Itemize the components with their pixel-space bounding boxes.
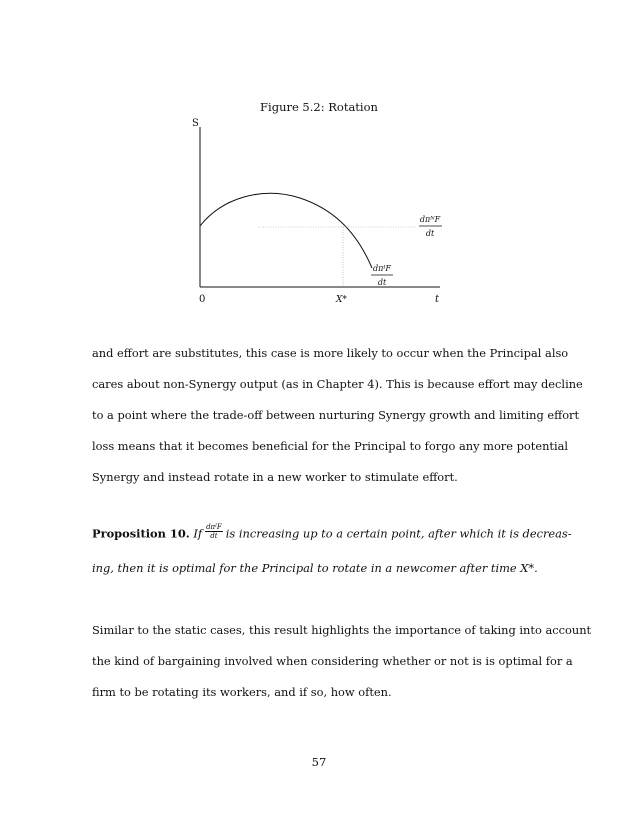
text-line: firm to be rotating its workers, and if so, how often. <box>92 685 392 699</box>
proposition-line-2: ing, then it is optimal for the Principal to rotate in a newcomer after time X*. <box>92 561 538 575</box>
paragraph-rotation-explanation <box>92 338 583 493</box>
text-line: and effort are substitutes, this case is more likely to occur when the Principal also <box>92 346 569 360</box>
upper-curve-label-denominator: dt <box>425 229 435 238</box>
rotation-figure <box>0 0 638 320</box>
proposition-fraction <box>205 523 223 540</box>
lower-curve-label-numerator: dπᴵF <box>373 264 391 273</box>
y-axis-label: S <box>192 118 199 129</box>
origin-label: 0 <box>199 294 206 305</box>
text-line: Similar to the static cases, this result highlights the importance of taking into account <box>92 623 592 637</box>
fraction-denominator: dt <box>210 532 218 540</box>
text-line: to a point where the trade-off between nurturing Synergy growth and limiting effort <box>92 408 580 422</box>
proposition-line-1 <box>92 523 572 543</box>
text-line: loss means that it becomes beneficial for the Principal to forgo any more potential <box>92 439 569 453</box>
text-line: Synergy and instead rotate in a new worker to stimulate effort. <box>92 470 458 484</box>
proposition-if: If <box>193 526 203 541</box>
proposition-line-1-text: is increasing up to a certain point, after which it is decreas- <box>225 526 572 541</box>
page-number: 57 <box>311 755 327 769</box>
proposition-label: Proposition 10. <box>92 526 190 541</box>
upper-curve-label-numerator: dπᴺF <box>419 215 441 224</box>
paragraph-conclusion <box>92 615 592 708</box>
lower-curve-label-denominator: dt <box>377 278 387 287</box>
text-line: the kind of bargaining involved when considering whether or not is is optimal for a <box>92 654 573 668</box>
text-line: cares about non-Synergy output (as in Chapter 4). This is because effort may decline <box>92 377 583 391</box>
x-star-label: X* <box>336 295 347 305</box>
x-axis-label: t <box>435 294 440 305</box>
fraction-numerator: dπᴵF <box>206 523 222 531</box>
synergy-curve <box>200 193 372 268</box>
figure-caption: Figure 5.2: Rotation <box>260 100 378 114</box>
